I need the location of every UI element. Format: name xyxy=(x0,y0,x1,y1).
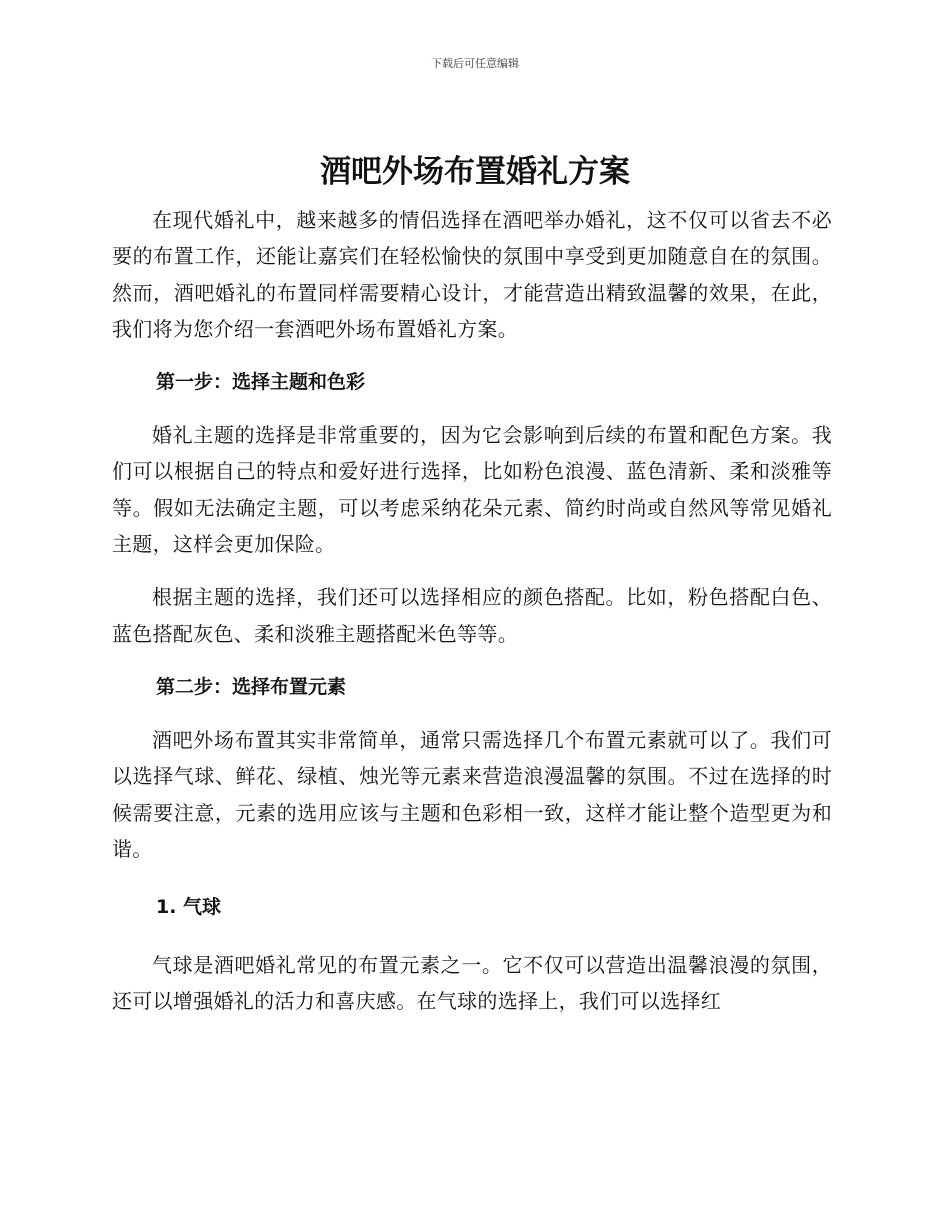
document-title: 酒吧外场布置婚礼方案 xyxy=(320,154,630,190)
step2-heading: 第二步：选择布置元素 xyxy=(156,675,347,698)
step2-paragraph-1: 酒吧外场布置其实非常简单，通常只需选择几个布置元素就可以了。我们可以选择气球、鲜花、绿植、烛光等元素来营造浪漫温馨的氛围。不过在选择的时候需要注意，元素的选用应该与主题和色彩相一致，这样才能让整个造型更为和谐。 xyxy=(112,727,832,861)
step1-paragraph-1: 婚礼主题的选择是非常重要的，因为它会影响到后续的布置和配色方案。我们可以根据自己的特点和爱好进行选择，比如粉色浪漫、蓝色清新、柔和淡雅等等。假如无法确定主题，可以考虑采纳花朵元素、简约时尚或自然风等常见婚礼主题，这样会更加保险。 xyxy=(112,423,832,557)
step1-heading: 第一步：选择主题和色彩 xyxy=(156,371,366,394)
intro-paragraph: 在现代婚礼中，越来越多的情侣选择在酒吧举办婚礼，这不仅可以省去不必要的布置工作，还能让嘉宾们在轻松愉快的氛围中享受到更加随意自在的氛围。然而，酒吧婚礼的布置同样需要精心设计，才能营造出精致温馨的效果，在此，我们将为您介绍一套酒吧外场布置婚礼方案。 xyxy=(112,208,832,341)
item1-paragraph-1: 气球是酒吧婚礼常见的布置元素之一。它不仅可以营造出温馨浪漫的氛围，还可以增强婚礼的活力和喜庆感。在气球的选择上，我们可以选择红 xyxy=(112,953,832,1014)
document-body xyxy=(112,202,832,1020)
header-note: 下载后可任意编辑 xyxy=(431,57,519,70)
step1-paragraph-2: 根据主题的选择，我们还可以选择相应的颜色搭配。比如，粉色搭配白色、蓝色搭配灰色、柔和淡雅主题搭配米色等等。 xyxy=(112,585,832,646)
item1-heading: 1. 气球 xyxy=(156,896,222,919)
